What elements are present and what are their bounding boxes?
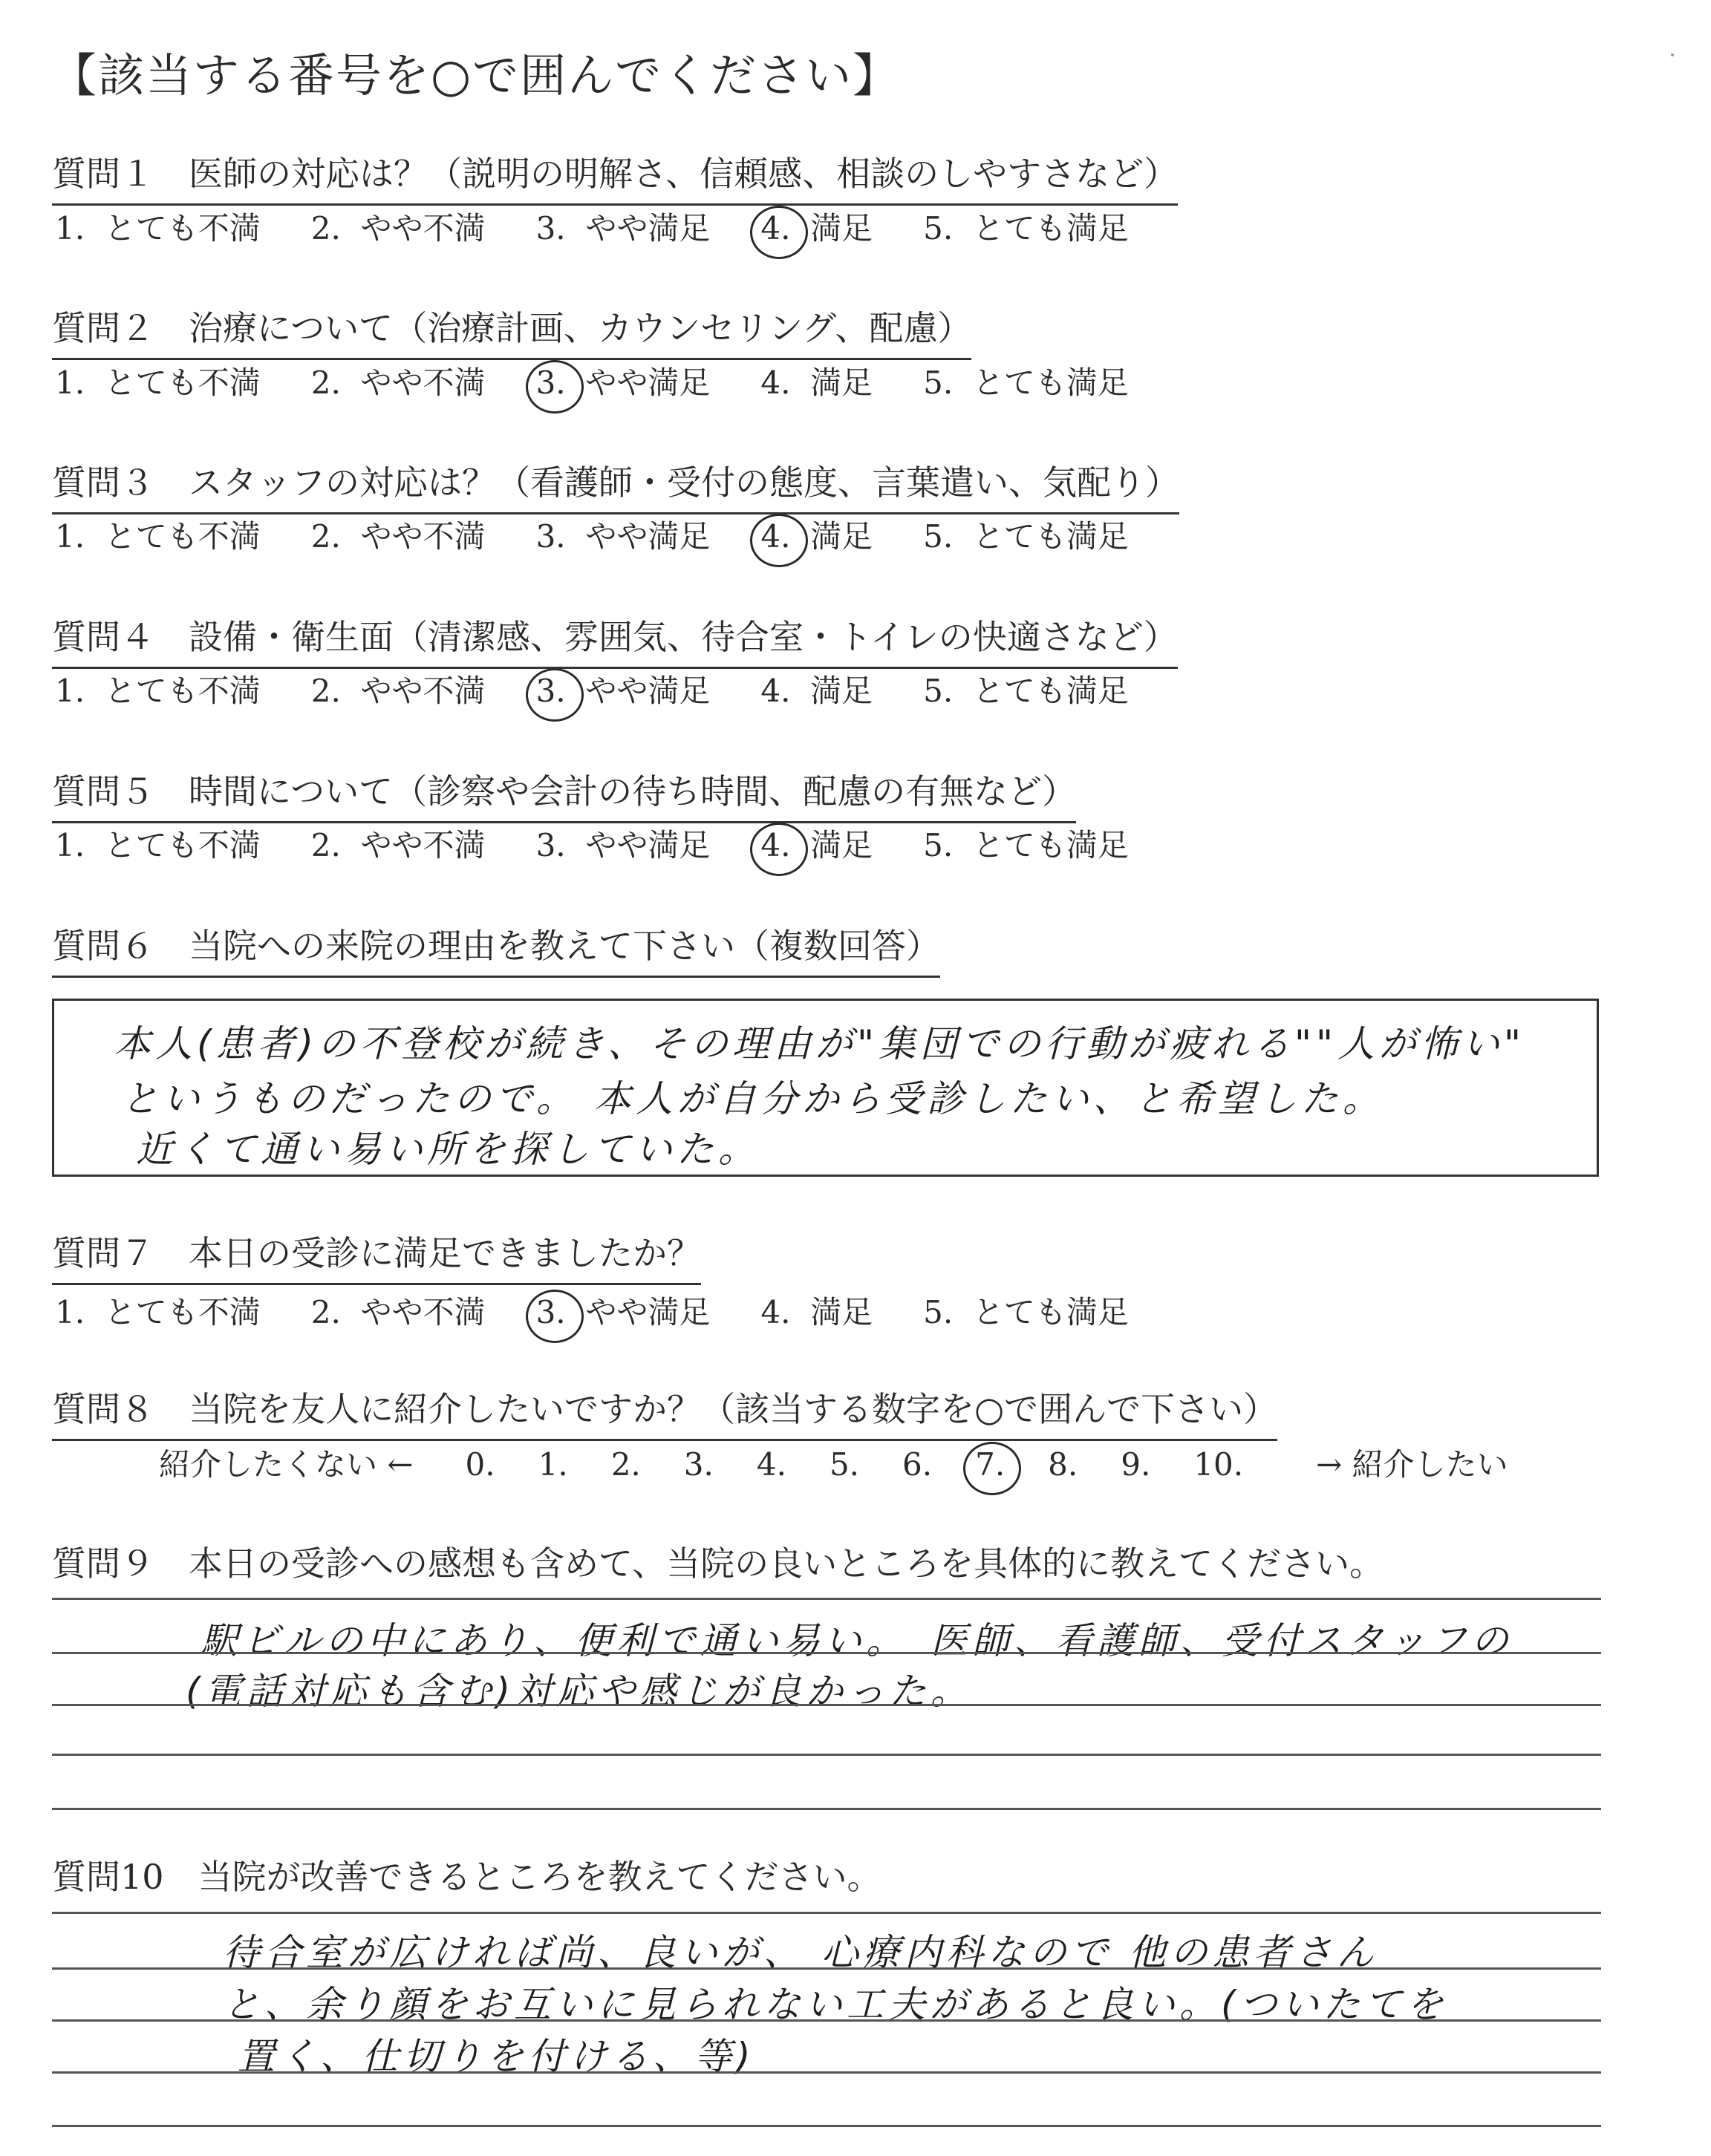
question-2-option-1-label: とても不満 [85, 365, 261, 401]
question-2-option-2 [311, 359, 486, 403]
question-4-option-4 [760, 667, 873, 711]
question-4-option-5 [923, 667, 1129, 711]
question-5-option-2-label: やや不満 [340, 827, 486, 863]
question-4-option-4-label: 満足 [790, 673, 873, 709]
question-8-number-2: 2. [610, 1446, 641, 1483]
question-1-option-3 [536, 204, 711, 249]
question-2-option-5 [923, 359, 1129, 403]
question-4-option-4-number: 4. [760, 673, 791, 709]
question-6-title: 質問６ 当院への来院の理由を教えて下さい（複数回答） [52, 919, 940, 978]
question-10-answer-line-1: 待合室が広ければ尚、良いが、 心療内科なので 他の患者さん [223, 1931, 1378, 1974]
question-9-rule-4 [52, 1754, 1601, 1756]
question-10-rule-1 [52, 1912, 1601, 1914]
question-3-option-5 [923, 512, 1129, 557]
question-5-option-3 [536, 821, 711, 866]
question-1-option-1-number: 1. [55, 210, 85, 246]
question-4-option-5-label: とても満足 [953, 673, 1129, 709]
question-1-scale [55, 204, 1129, 249]
question-3-option-2-number: 2. [310, 518, 341, 555]
question-7-scale [55, 1288, 1129, 1333]
question-1-option-1 [55, 204, 261, 249]
question-3-option-1-number: 1. [55, 518, 85, 555]
question-10-answer-line-2: と、余り顔をお互いに見られない工夫があると良い。(ついたてを [223, 1983, 1448, 2026]
question-7-option-2-number: 2. [310, 1294, 341, 1330]
question-7-option-1-label: とても不満 [85, 1294, 261, 1330]
question-7-option-4-label: 満足 [790, 1294, 873, 1330]
question-7-option-1-number: 1. [55, 1294, 85, 1330]
question-4-option-2-number: 2. [310, 673, 341, 709]
question-1-option-1-label: とても不満 [85, 210, 261, 246]
question-5-title: 質問５ 時間について（診察や会計の待ち時間、配慮の有無など） [52, 765, 1076, 823]
question-8-number-0: 0. [465, 1446, 495, 1483]
question-6-answer-box [52, 999, 1599, 1177]
question-8-number-7: 7. [975, 1446, 1006, 1483]
question-4-option-2 [311, 667, 486, 711]
question-7-option-3 [536, 1288, 711, 1333]
question-8-number-1: 1. [538, 1446, 568, 1483]
question-7-option-4 [760, 1288, 873, 1333]
question-2-option-1 [55, 359, 261, 403]
question-1-option-5-number: 5. [923, 210, 954, 246]
question-3-option-4 [760, 512, 873, 557]
question-1-option-4 [760, 204, 873, 249]
question-4-option-3 [536, 667, 711, 711]
question-8-number-10: 10. [1193, 1446, 1244, 1483]
question-8-left-label: 紹介したくない ← [159, 1446, 414, 1483]
question-5-option-2 [311, 821, 486, 866]
question-5-option-4-label: 満足 [790, 827, 873, 863]
question-3-option-1 [55, 512, 261, 557]
question-3-option-1-label: とても不満 [85, 518, 261, 555]
question-9-title: 質問９ 本日の受診への感想も含めて、当院の良いところを具体的に教えてください。 [52, 1544, 1384, 1584]
question-8-scale [159, 1440, 1508, 1485]
question-5-scale [55, 821, 1129, 866]
question-1-option-2-label: やや不満 [340, 210, 486, 246]
question-3-option-4-label: 満足 [790, 518, 873, 555]
question-7-option-4-number: 4. [760, 1294, 791, 1330]
question-4-option-3-label: やや満足 [565, 673, 711, 709]
question-1-option-5-label: とても満足 [953, 210, 1129, 246]
question-2-option-4 [760, 359, 873, 403]
question-7-option-5-label: とても満足 [953, 1294, 1129, 1330]
question-3-scale [55, 512, 1129, 557]
question-5-option-2-number: 2. [310, 827, 341, 863]
question-9-answer-line-1: 駅ビルの中にあり、便利で通い易い。 医師、看護師、受付スタッフの [201, 1619, 1513, 1662]
question-4-title: 質問４ 設備・衛生面（清潔感、雰囲気、待合室・トイレの快適さなど） [52, 610, 1178, 669]
question-10-answer-line-3: 置く、仕切りを付ける、等) [238, 2035, 755, 2078]
question-7-option-2-label: やや不満 [340, 1294, 486, 1330]
question-2-scale [55, 359, 1129, 403]
question-3-option-3-label: やや満足 [565, 518, 711, 555]
question-1-title: 質問１ 医師の対応は？（説明の明解さ、信頼感、相談のしやすさなど） [52, 147, 1178, 206]
question-6-answer-line-2: というものだったので。 本人が自分から受診したい、と希望した。 [121, 1077, 1384, 1120]
question-3-option-3-number: 3. [535, 518, 566, 555]
question-3-title: 質問３ スタッフの対応は？（看護師・受付の態度、言葉遣い、気配り） [52, 456, 1179, 514]
question-10-rule-3 [52, 2019, 1601, 2022]
question-7-option-3-number: 3. [535, 1294, 566, 1330]
question-10-rule-5 [52, 2125, 1601, 2127]
question-4-option-1-label: とても不満 [85, 673, 261, 709]
question-3-option-5-number: 5. [923, 518, 954, 555]
question-9-rule-1 [52, 1598, 1601, 1600]
question-3-option-2 [311, 512, 486, 557]
question-4-option-1 [55, 667, 261, 711]
question-3-option-5-label: とても満足 [953, 518, 1129, 555]
question-4-scale [55, 667, 1129, 711]
question-9-rule-2 [52, 1652, 1601, 1654]
question-3-option-3 [536, 512, 711, 557]
question-8-number-4: 4. [756, 1446, 786, 1483]
question-1-option-4-number: 4. [760, 210, 791, 246]
question-8-title: 質問８ 当院を友人に紹介したいですか？（該当する数字を○で囲んで下さい） [52, 1382, 1277, 1441]
question-5-option-3-number: 3. [535, 827, 566, 863]
question-2-option-5-label: とても満足 [953, 365, 1129, 401]
question-8-number-6: 6. [902, 1446, 933, 1483]
question-10-rule-2 [52, 1967, 1601, 1970]
question-5-option-5 [923, 821, 1129, 866]
question-4-option-5-number: 5. [923, 673, 954, 709]
scan-speck [1671, 53, 1674, 56]
question-1-option-4-label: 満足 [790, 210, 873, 246]
question-2-option-3 [536, 359, 711, 403]
question-4-option-2-label: やや不満 [340, 673, 486, 709]
question-2-option-5-number: 5. [923, 365, 954, 401]
question-9-rule-3 [52, 1704, 1601, 1706]
question-2-option-2-label: やや不満 [340, 365, 486, 401]
question-7-option-3-label: やや満足 [565, 1294, 711, 1330]
question-5-option-5-label: とても満足 [953, 827, 1129, 863]
page-header: 【該当する番号を○で囲んでください】 [50, 48, 901, 102]
question-8-number-9: 9. [1121, 1446, 1151, 1483]
question-7-option-2 [311, 1288, 486, 1333]
question-9-answer-line-2: (電話対応も含む)対応や感じが良かった。 [186, 1670, 973, 1713]
question-3-option-2-label: やや不満 [340, 518, 486, 555]
question-7-option-5-number: 5. [923, 1294, 954, 1330]
question-7-option-5 [923, 1288, 1129, 1333]
question-3-option-4-number: 4. [760, 518, 791, 555]
question-5-option-5-number: 5. [923, 827, 954, 863]
question-1-option-5 [923, 204, 1129, 249]
question-5-option-1-label: とても不満 [85, 827, 261, 863]
question-1-option-3-number: 3. [535, 210, 566, 246]
question-2-option-3-number: 3. [535, 365, 566, 401]
question-1-option-2-number: 2. [310, 210, 341, 246]
question-4-option-1-number: 1. [55, 673, 85, 709]
question-2-option-1-number: 1. [55, 365, 85, 401]
question-7-title: 質問７ 本日の受診に満足できましたか？ [52, 1226, 701, 1285]
question-1-option-2 [311, 204, 486, 249]
question-9-rule-5 [52, 1808, 1601, 1810]
question-5-option-1-number: 1. [55, 827, 85, 863]
question-8-number-8: 8. [1048, 1446, 1078, 1483]
question-5-option-3-label: やや満足 [565, 827, 711, 863]
question-6-answer-line-1: 本人(患者)の不登校が続き、その理由が"集団での行動が疲れる""人が怖い" [114, 1022, 1526, 1065]
question-10-rule-4 [52, 2071, 1601, 2074]
question-5-option-4-number: 4. [760, 827, 791, 863]
question-5-option-1 [55, 821, 261, 866]
question-1-option-3-label: やや満足 [565, 210, 711, 246]
question-7-option-1 [55, 1288, 261, 1333]
question-2-title: 質問２ 治療について（治療計画、カウンセリング、配慮） [52, 301, 971, 360]
question-8-number-3: 3. [683, 1446, 714, 1483]
question-6-answer-line-3: 近くて通い易い所を探していた。 [136, 1128, 760, 1171]
question-10-title: 質問10 当院が改善できるところを教えてください。 [52, 1857, 881, 1897]
question-8-right-label: → 紹介したい [1316, 1446, 1508, 1483]
question-2-option-3-label: やや満足 [565, 365, 711, 401]
question-2-option-2-number: 2. [310, 365, 341, 401]
question-8-number-5: 5. [829, 1446, 860, 1483]
question-4-option-3-number: 3. [535, 673, 566, 709]
question-5-option-4 [760, 821, 873, 866]
question-2-option-4-label: 満足 [790, 365, 873, 401]
question-2-option-4-number: 4. [760, 365, 791, 401]
